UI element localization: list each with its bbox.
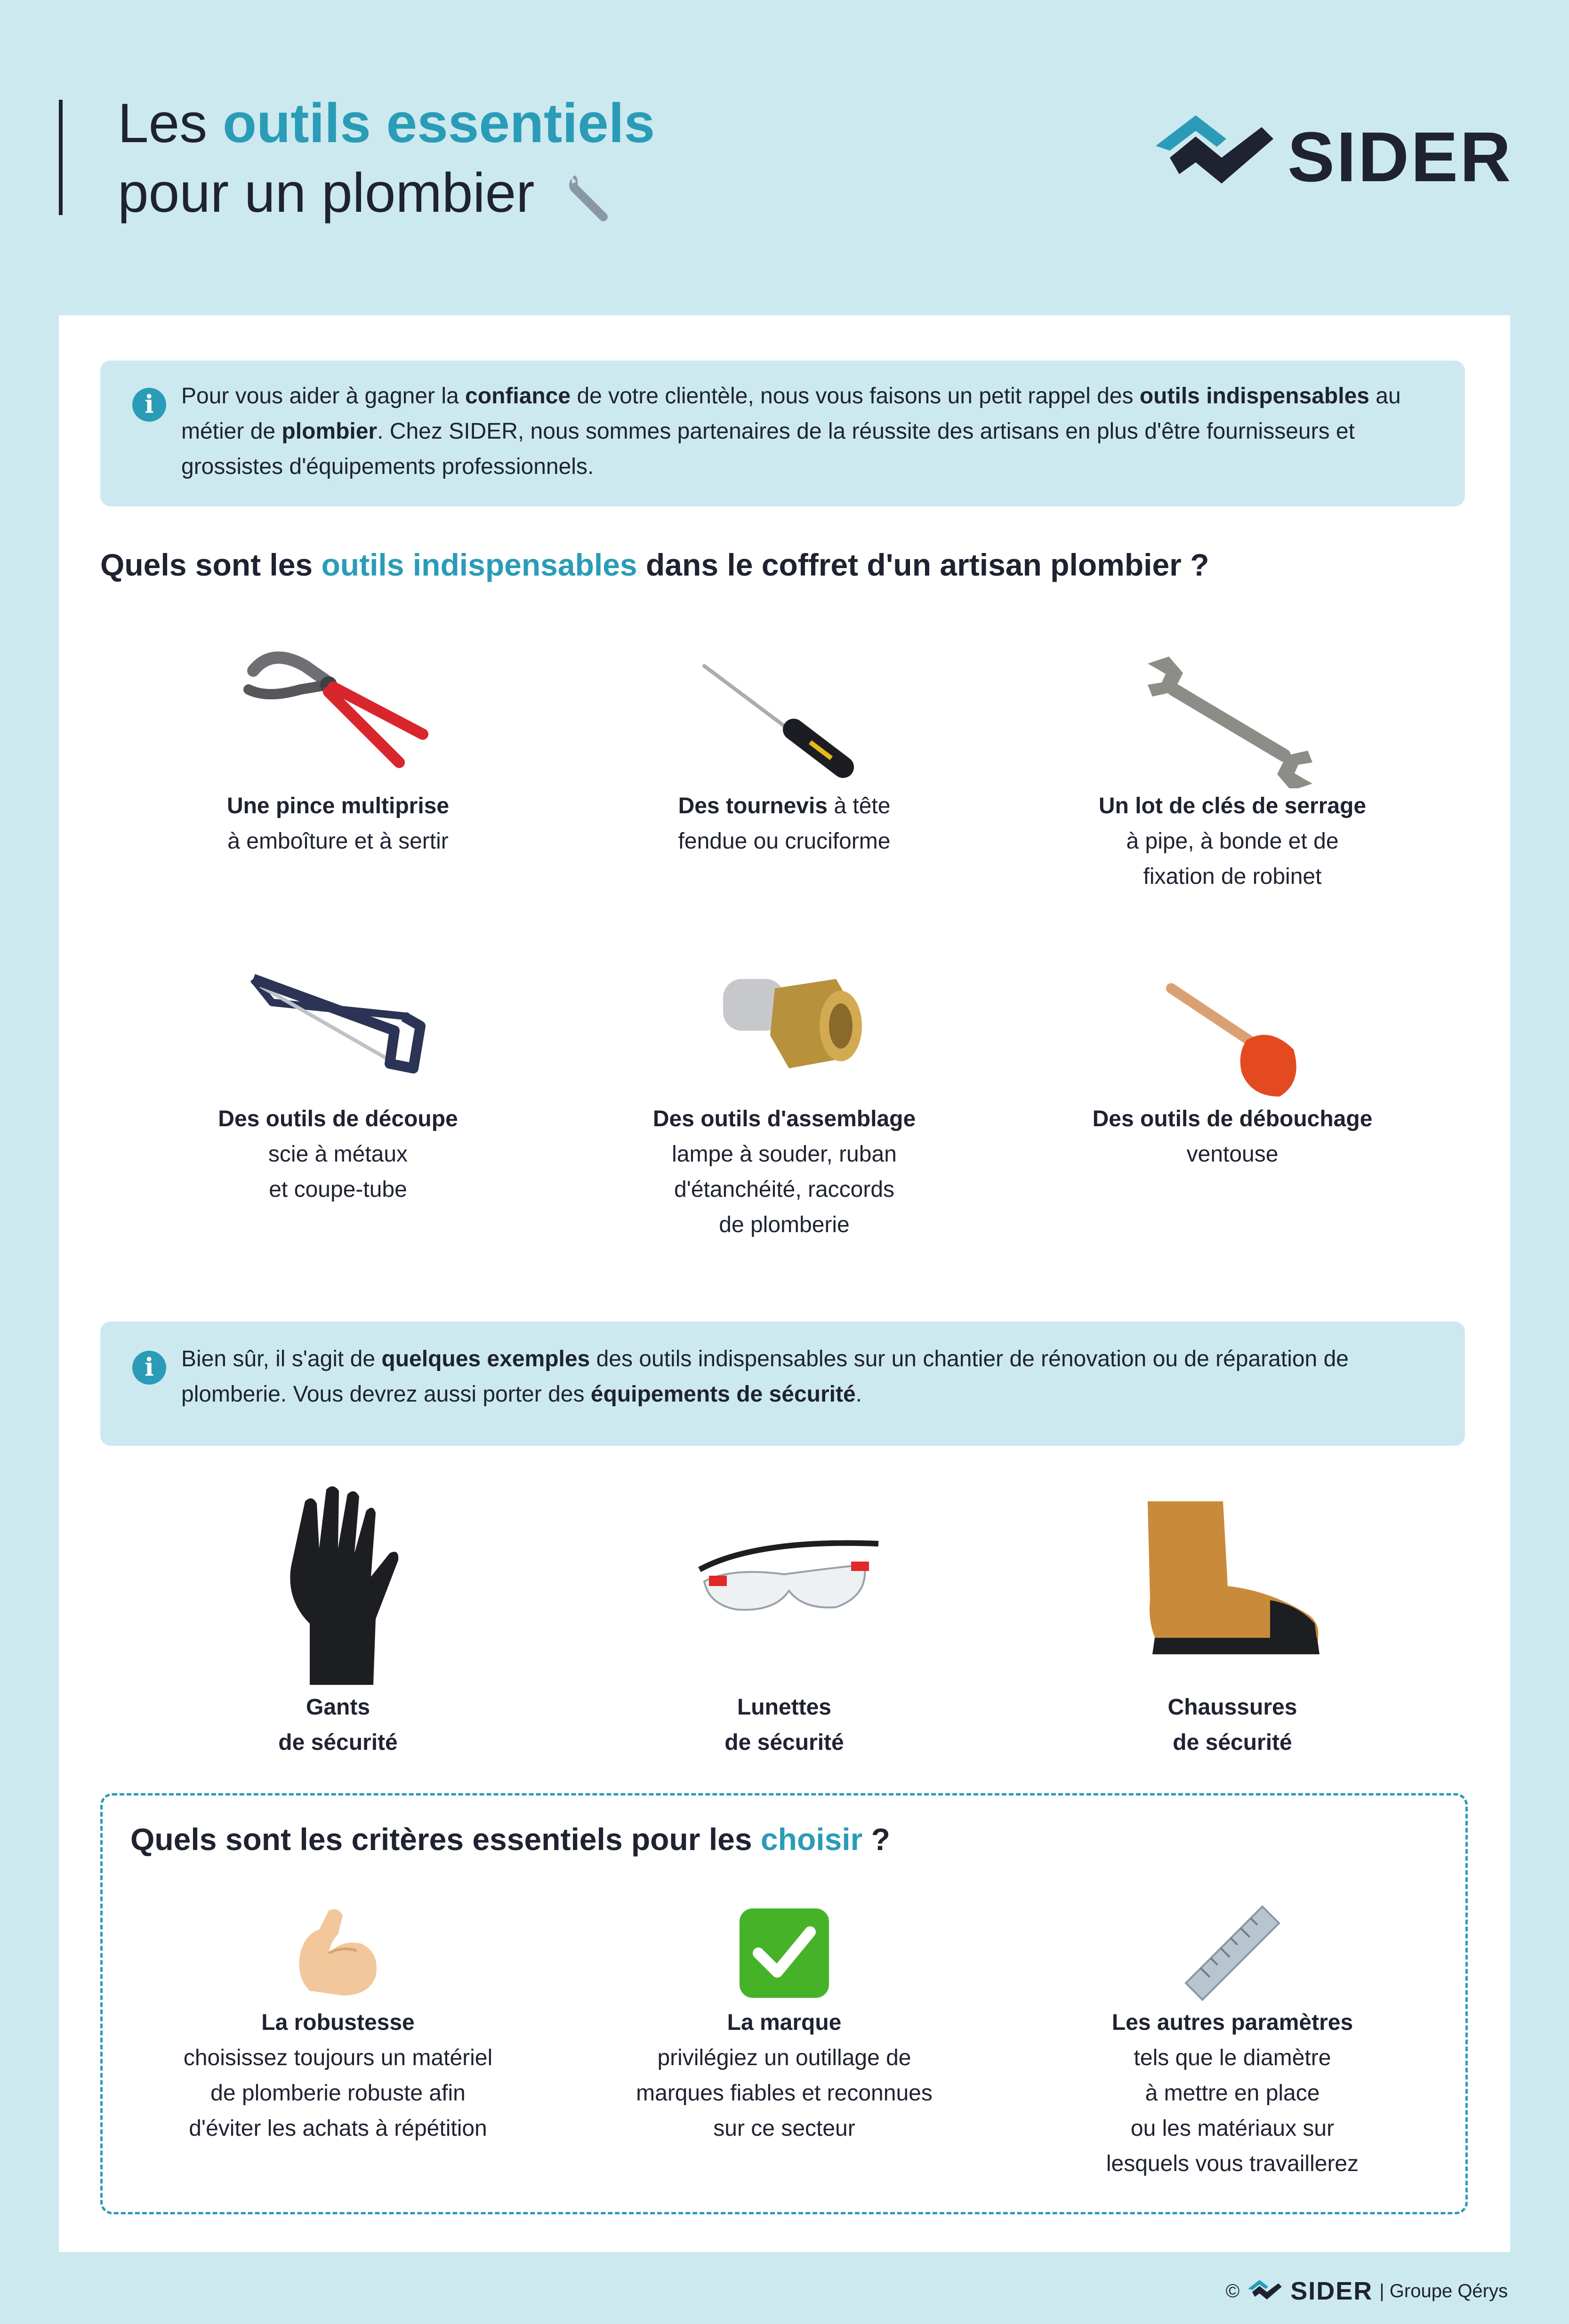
- tool-desc: ventouse: [1186, 1142, 1279, 1167]
- screwdriver-icon: [681, 638, 888, 788]
- safety-note-text: [181, 1341, 1429, 1412]
- tool-name: Des outils de découpe: [218, 1106, 458, 1131]
- criteria-heading: [130, 1820, 890, 1858]
- note-bold-exemples: quelques exemples: [381, 1346, 590, 1371]
- sider-logo: [1151, 113, 1513, 195]
- tool-desc: scie à métaux et coupe-tube: [268, 1142, 408, 1202]
- safety-line-1: Gants: [306, 1695, 370, 1720]
- heading-part: ?: [862, 1822, 890, 1857]
- tool-item-hacksaw: [126, 960, 550, 1207]
- info-icon: i: [132, 388, 166, 422]
- ruler-icon: [1181, 1901, 1284, 2005]
- tool-desc: à emboîture et à sertir: [227, 829, 449, 854]
- intro-text-part: Pour vous aider à gagner la: [181, 384, 466, 409]
- footer-brand: SIDER: [1290, 2277, 1373, 2305]
- safety-line-1: Chaussures: [1167, 1695, 1297, 1720]
- intro-text: [181, 378, 1429, 484]
- criteria-name: Les autres paramètres: [1111, 2010, 1353, 2035]
- intro-bold-outils: outils indispensables: [1139, 384, 1369, 409]
- safety-item-gloves: [126, 1483, 550, 1760]
- sider-logo-mark: [1151, 113, 1278, 195]
- tool-desc: fendue ou cruciforme: [678, 829, 891, 854]
- heading-part: Quels sont les: [100, 547, 322, 582]
- note-text-part: Bien sûr, il s'agit de: [181, 1346, 382, 1371]
- plunger-icon: [1129, 960, 1336, 1101]
- tool-name: Des outils d'assemblage: [652, 1106, 916, 1131]
- intro-text-part: au métier de: [181, 384, 1401, 444]
- tool-name-rest: à tête: [828, 793, 891, 818]
- criteria-item-brand: [572, 1901, 996, 2146]
- criteria-item-robustness: [126, 1901, 550, 2146]
- heading-accent: outils indispensables: [321, 547, 637, 582]
- intro-bold-confiance: confiance: [465, 384, 571, 409]
- pliers-icon: [234, 638, 442, 788]
- check-mark-icon: [732, 1901, 836, 2005]
- hacksaw-icon: [234, 960, 442, 1101]
- tool-name: [572, 788, 996, 824]
- tool-item-plunger: [1021, 960, 1444, 1172]
- safety-line-2: de sécurité: [1173, 1730, 1292, 1755]
- sider-logo-mark-small: [1246, 2279, 1284, 2303]
- note-bold-equipements: équipements de sécurité: [590, 1382, 856, 1407]
- criteria-name: La robustesse: [261, 2010, 415, 2035]
- tool-item-wrench: [1021, 638, 1444, 894]
- page-title: [118, 88, 655, 228]
- tool-item-fitting: [572, 960, 996, 1242]
- wrench-icon: [1129, 638, 1336, 788]
- criteria-desc: privilégiez un outillage de marques fiables et reconnues sur ce secteur: [636, 2045, 933, 2141]
- note-text-part: .: [855, 1382, 862, 1407]
- safety-info-box: [100, 1322, 1465, 1446]
- tool-desc: lampe à souder, ruban d'étanchéité, raccords de plomberie: [672, 1142, 897, 1237]
- criteria-desc: choisissez toujours un matériel de plomberie robuste afin d'éviter les achats à répétition: [183, 2045, 493, 2141]
- title-prefix: Les: [118, 92, 223, 154]
- criteria-name: La marque: [727, 2010, 842, 2035]
- heading-accent: choisir: [760, 1822, 863, 1857]
- heading-part: dans le coffret d'un artisan plombier ?: [637, 547, 1209, 582]
- heading-part: Quels sont les critères essentiels pour les: [130, 1822, 761, 1857]
- safety-item-boots: [1021, 1483, 1444, 1760]
- tool-name: Un lot de clés de serrage: [1098, 793, 1367, 818]
- flexed-biceps-icon: [286, 1901, 390, 2005]
- intro-text-part: de votre clientèle, nous vous faisons un petit rappel des: [571, 384, 1140, 409]
- tool-name: Une pince multiprise: [226, 793, 450, 818]
- footer: [1226, 2277, 1508, 2305]
- title-line-2: pour un plombier: [118, 162, 535, 224]
- fitting-icon: [681, 960, 888, 1101]
- intro-text-part: . Chez SIDER, nous sommes partenaires de la réussite des artisans en plus d'être fournisseurs et grossistes d'équipements professionnels.: [181, 419, 1355, 479]
- safety-line-2: de sécurité: [724, 1730, 844, 1755]
- note-text-part: des outils indispensables sur un chantier de rénovation ou de réparation de plomberie. Vous devrez aussi porter des: [181, 1346, 1349, 1407]
- safety-item-goggles: [572, 1483, 996, 1760]
- safety-line-1: Lunettes: [737, 1695, 831, 1720]
- glove-icon: [234, 1483, 442, 1690]
- intro-bold-plombier: plombier: [282, 419, 378, 444]
- tool-name: Des outils de débouchage: [1092, 1106, 1373, 1131]
- wrench-icon: [564, 171, 616, 223]
- goggles-icon: [681, 1483, 888, 1690]
- tool-desc: à pipe, à bonde et de fixation de robinet: [1126, 829, 1339, 889]
- tool-name-bold: Des tournevis: [678, 793, 828, 818]
- criteria-item-parameters: [1021, 1901, 1444, 2181]
- criteria-desc: tels que le diamètre à mettre en place ou les matériaux sur lesquels vous travaillerez: [1106, 2045, 1359, 2176]
- boot-icon: [1129, 1483, 1336, 1690]
- logo-text: SIDER: [1287, 117, 1513, 196]
- title-accent: outils essentiels: [223, 92, 655, 154]
- tool-item-screwdriver: [572, 638, 996, 859]
- copyright-symbol: ©: [1225, 2281, 1240, 2301]
- header-divider: [59, 100, 63, 215]
- tool-item-pliers: [126, 638, 550, 859]
- footer-group: | Groupe Qérys: [1379, 2281, 1508, 2301]
- info-icon: i: [132, 1351, 166, 1385]
- intro-info-box: [100, 361, 1465, 506]
- safety-line-2: de sécurité: [278, 1730, 398, 1755]
- tools-heading: [100, 546, 1209, 584]
